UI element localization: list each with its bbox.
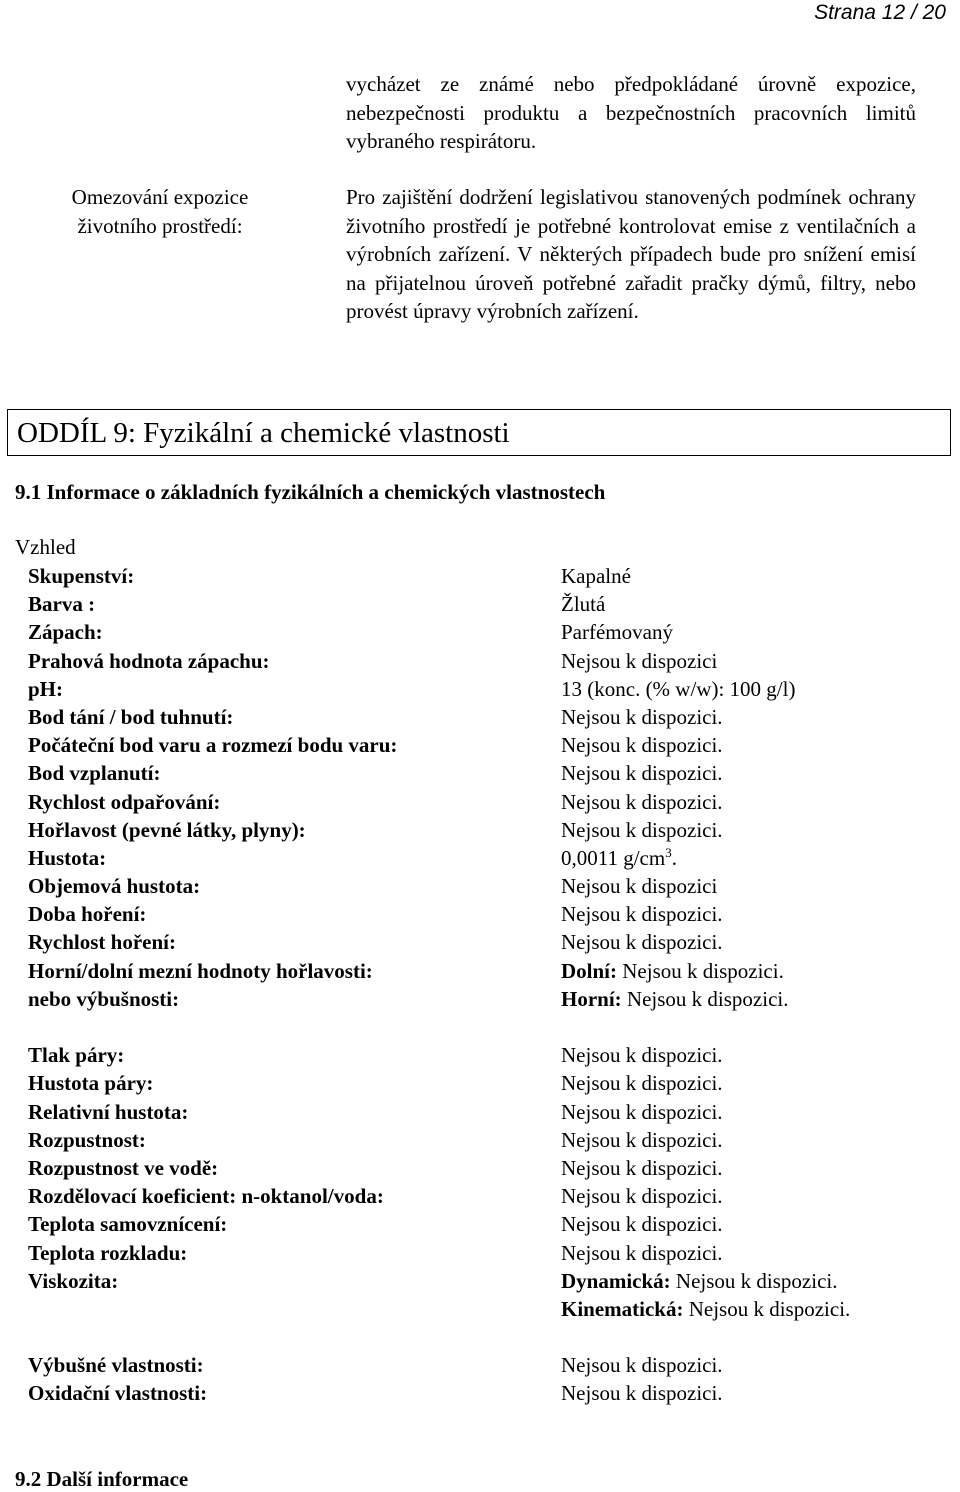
property-row	[28, 900, 928, 928]
property-row	[28, 957, 928, 985]
subsection-title: 9.1 Informace o základních fyzikálních a chemických vlastnostech	[15, 480, 606, 504]
value-text: Nejsou k dispozici.	[622, 958, 784, 983]
property-label: Zápach:	[28, 620, 103, 645]
property-row	[28, 731, 928, 759]
property-value	[561, 985, 788, 1013]
properties-list	[28, 562, 928, 1408]
density-exponent: 3	[665, 844, 672, 860]
property-value: Kapalné	[561, 564, 631, 588]
property-value: Nejsou k dispozici.	[561, 1353, 723, 1378]
property-value: Nejsou k dispozici.	[561, 733, 723, 758]
property-value: Nejsou k dispozici.	[561, 1099, 723, 1124]
value-prefix: Dolní:	[561, 958, 618, 983]
property-row	[28, 562, 928, 590]
property-row	[28, 1351, 928, 1379]
property-row	[28, 703, 928, 731]
property-value: Nejsou k dispozici.	[561, 1212, 723, 1237]
property-label: Barva :	[28, 592, 96, 617]
property-label: Bod vzplanutí:	[28, 761, 161, 786]
section-header-box	[7, 409, 951, 456]
property-value	[561, 1267, 837, 1295]
property-row	[28, 759, 928, 787]
property-row	[28, 928, 928, 956]
property-row	[28, 618, 928, 646]
property-row	[28, 1126, 928, 1154]
property-row	[28, 1041, 928, 1069]
spacer	[28, 1013, 928, 1041]
subsection-title-next: 9.2 Další informace	[15, 1467, 189, 1491]
env-exposure-text: Pro zajištění dodržení legislativou stanovených podmínek ochrany životního prostředí je potřebné kontrolovat emise z ventilačních a výrobních zařízení. V některých případech bude pro snížení emisí na přijatelnou úroveň potřebné zařadit pračky dýmů, filtry, nebo provést úpravy výrobních zařízení.	[346, 185, 916, 323]
property-label: Rozdělovací koeficient: n-oktanol/voda:	[28, 1184, 384, 1209]
property-value: Nejsou k dispozici.	[561, 1155, 723, 1180]
property-label: Teplota rozkladu:	[28, 1240, 188, 1265]
property-row	[28, 590, 928, 618]
property-value: Nejsou k dispozici	[561, 874, 718, 899]
property-row	[28, 1379, 928, 1407]
property-row	[28, 1069, 928, 1097]
value-text: Nejsou k dispozici.	[675, 1268, 838, 1293]
property-label: Doba hoření:	[28, 902, 147, 927]
property-label: pH:	[28, 676, 64, 701]
continuation-paragraph: vycházet ze známé nebo předpokládané úrovně expozice, nebezpečnosti produktu a bezpečnostních pracovních limitů vybraného respirátoru.	[346, 72, 916, 153]
property-value: Nejsou k dispozici.	[561, 789, 723, 814]
property-value: Nejsou k dispozici.	[561, 1184, 723, 1209]
density-period: .	[671, 845, 677, 870]
property-value	[561, 844, 677, 872]
value-text: Nejsou k dispozici.	[626, 986, 789, 1011]
property-value: 13 (konc. (% w/w): 100 g/l)	[561, 676, 796, 701]
property-row	[28, 1239, 928, 1267]
property-row	[28, 1154, 928, 1182]
property-label: Hustota páry:	[28, 1071, 154, 1096]
property-value	[561, 1295, 850, 1323]
property-label: Počáteční bod varu a rozmezí bodu varu:	[28, 733, 398, 758]
property-label: Výbušné vlastnosti:	[28, 1353, 204, 1378]
property-row	[28, 816, 928, 844]
property-row	[28, 1295, 928, 1323]
property-row	[28, 1267, 928, 1295]
property-label: Oxidační vlastnosti:	[28, 1381, 208, 1406]
value-prefix: Dynamická:	[561, 1268, 671, 1293]
property-label: Viskozita:	[28, 1268, 119, 1293]
property-row	[28, 675, 928, 703]
property-label: Relativní hustota:	[28, 1099, 189, 1124]
property-label: Rychlost odpařování:	[28, 789, 221, 814]
property-label: Hustota:	[28, 845, 107, 870]
property-row	[28, 647, 928, 675]
property-row	[28, 985, 928, 1013]
value-prefix: Horní:	[561, 986, 622, 1011]
property-value: Nejsou k dispozici.	[561, 1071, 723, 1096]
property-value: Nejsou k dispozici.	[561, 902, 723, 927]
property-value	[561, 957, 784, 985]
property-label: Hořlavost (pevné látky, plyny):	[28, 817, 306, 842]
property-label: Skupenství:	[28, 564, 135, 588]
property-label: Rozpustnost:	[28, 1127, 146, 1152]
property-value: Nejsou k dispozici.	[561, 1240, 723, 1265]
appearance-label: Vzhled	[15, 535, 76, 559]
property-label: Teplota samovznícení:	[28, 1212, 228, 1237]
property-row	[28, 1098, 928, 1126]
page-number: Strana 12 / 20	[814, 1, 946, 24]
property-label: Tlak páry:	[28, 1043, 125, 1068]
property-label: Bod tání / bod tuhnutí:	[28, 704, 234, 729]
property-label: Horní/dolní mezní hodnoty hořlavosti:	[28, 958, 373, 983]
property-label: Rychlost hoření:	[28, 930, 177, 955]
property-label: nebo výbušnosti:	[28, 986, 180, 1011]
property-row	[28, 872, 928, 900]
property-value: Nejsou k dispozici.	[561, 1127, 723, 1152]
value-prefix: Kinematická:	[561, 1296, 684, 1321]
property-row	[28, 788, 928, 816]
property-value: Nejsou k dispozici.	[561, 1381, 723, 1406]
property-label: Objemová hustota:	[28, 874, 201, 899]
property-value: Žlutá	[561, 592, 606, 617]
property-value: Nejsou k dispozici	[561, 648, 718, 673]
property-value: Nejsou k dispozici.	[561, 704, 723, 729]
property-value: Nejsou k dispozici.	[561, 761, 723, 786]
env-exposure-label: Omezování expozice životního prostředí:	[71, 185, 249, 238]
property-value: Nejsou k dispozici.	[561, 817, 723, 842]
property-row	[28, 1210, 928, 1238]
property-label: Prahová hodnota zápachu:	[28, 648, 270, 673]
section-title: ODDÍL 9: Fyzikální a chemické vlastnosti	[17, 417, 510, 449]
property-row	[28, 1182, 928, 1210]
value-text: Nejsou k dispozici.	[688, 1296, 851, 1321]
property-value: Nejsou k dispozici.	[561, 1043, 723, 1068]
property-value: Parfémovaný	[561, 620, 673, 645]
spacer	[28, 1323, 928, 1351]
property-row	[28, 844, 928, 872]
property-label: Rozpustnost ve vodě:	[28, 1155, 219, 1180]
property-value: Nejsou k dispozici.	[561, 930, 723, 955]
density-value: 0,0011 g/cm	[561, 845, 666, 870]
